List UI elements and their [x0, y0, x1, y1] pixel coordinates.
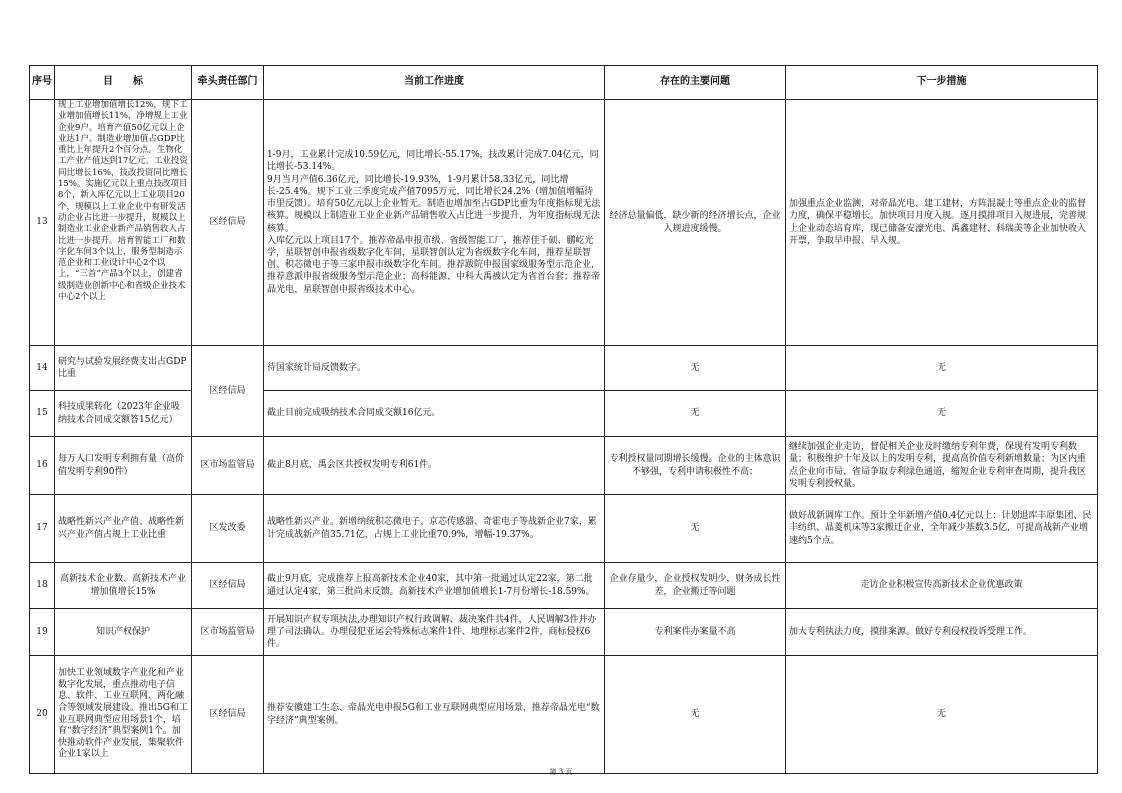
row-dept: 区经信局: [192, 656, 264, 774]
row-next: 无: [786, 346, 1098, 391]
table-row: [30, 609, 1098, 656]
row-progress: 1-9月，工业累计完成10.59亿元，同比增长-55.17%，技改累计完成7.04亿元，同比增长-53.14%。 9月当月产值6.36亿元，同比增长-19.93%，1-9月累计58.33亿元，同比增长-25.4%。规下工业三季度完成产值7095万元，同比增长24.2%（增加值增幅待市里反馈）。培育50亿元以上企业暂无。制造也增加至占GDP比重为年度指标现无法核算。规模以上制造业工业企业新产品销售收入占比进一步提升，为年度指标现无法核算。 入库亿元以上项目17个。推荐帝晶申报市级、省级智能工厂，推荐佳千硕、鹏屹光学，星联智创申报省级数字化车间，星联智创认定为省级数字化车间，推荐星联智创、积芯微电子等三家申报市级数字化车间。推荐跋院申报国家级服务型示范企业，推荐意派申报省级服务型示范企业；高科能源、中科大禹被认定为省首台套；推荐帝晶光电、星联智创申报省级技术中心。: [264, 100, 605, 346]
row-target: 高新技术企业数、高新技术产业增加值增长15%: [55, 563, 192, 609]
row-target: 科技成果转化（2023年企业吸纳技术合同成交额答15亿元）: [55, 391, 192, 437]
row-no: 20: [30, 656, 55, 774]
row-progress: 战略性新兴产业。新增纳统积芯微电子、京芯传感器、奇霍电子等战新企业7家，累计完成战新产值35.71亿，占规上工业比重70.9%，增幅-19.37%。: [264, 495, 605, 563]
row-no: 19: [30, 609, 55, 656]
col-header-next: 下一步措施: [786, 66, 1098, 100]
row-issues: 无: [605, 495, 786, 563]
row-issues: 无: [605, 656, 786, 774]
row-issues: 专利案件办案量不高: [605, 609, 786, 656]
page-number: 第 3 页: [549, 768, 573, 776]
row-dept: 区市场监管局: [192, 437, 264, 495]
row-no: 16: [30, 437, 55, 495]
col-header-dept: 牵头责任部门: [192, 66, 264, 100]
table-row: [30, 100, 1098, 346]
table-row: [30, 656, 1098, 774]
row-next: 加强重点企业监测，对帝晶光电、建工建材，方阵混凝土等重点企业的监督力度，确保平稳增长。加快项目月度入规。逐月摸排项目入规进展，完善规上企业动态培育库，现已储备安濠光电、禹鑫建材、科瑞美等企业加快收入开票，争取早申报、早入规。: [786, 100, 1098, 346]
row-target: 知识产权保护: [55, 609, 192, 656]
table-row: [30, 346, 1098, 391]
row-no: 18: [30, 563, 55, 609]
row-no: 17: [30, 495, 55, 563]
header-row: [30, 66, 1098, 100]
row-no: 15: [30, 391, 55, 437]
row-issues: 专利授权量同期增长缓慢。企业的主体意识不够强，专利申请积极性不高；: [605, 437, 786, 495]
row-no: 13: [30, 100, 55, 346]
table-row: [30, 391, 1098, 437]
row-progress: 待国家统计局反馈数字。: [264, 346, 605, 391]
row-target: 战略性新兴产业产值、战略性新兴产业产值占规上工业比重: [55, 495, 192, 563]
col-header-target: 目 标: [55, 66, 192, 100]
row-issues: 企业存量少，企业授权发明少，财务成长性差，企业搬迁等问题: [605, 563, 786, 609]
row-dept: 区经信局: [192, 563, 264, 609]
row-next: 继续加强企业走访，督促相关企业及时缴纳专利年费，保现有发明专利数量；积极维护十年及以上的发明专利，提高高价值专利新增数量；为区内重点企业向市局、省局争取专利绿色通道，缩短企业专利审查周期，提升我区发明专利授权量。: [786, 437, 1098, 495]
table-row: [30, 495, 1098, 563]
table-row: [30, 563, 1098, 609]
row-progress: 截止目前完成吸纳技术合同成交额16亿元。: [264, 391, 605, 437]
progress-table: [29, 65, 1098, 774]
row-next: 走访企业积极宣传高新技术企业优惠政策: [786, 563, 1098, 609]
row-issues: 无: [605, 391, 786, 437]
col-header-issues: 存在的主要问题: [605, 66, 786, 100]
row-dept: 区经信局: [192, 346, 264, 437]
row-target: 加快工业领域数字产业化和产业数字化发展，重点推动电子信息、软件、工业互联网、两化融合等领域发展建设。推出5G和工业互联网典型应用场景1个，培育“数字经济”典型案例1个。加快推动软件产业发展，集聚软件企业1家以上: [55, 656, 192, 774]
row-progress: 截止8月底，禹会区共授权发明专利61件。: [264, 437, 605, 495]
row-progress: 推荐安徽建工生态、帝晶光电申报5G和工业互联网典型应用场景，推荐帝晶光电“数字经济”典型案例。: [264, 656, 605, 774]
row-next: 做好战新调库工作。预计全年新增产值0.4亿元以上；计划退库丰原集团、民丰纺织、晶菱机床等3家搬迁企业，全年减少基数3.5亿，可提高战新产业增速约5个点。: [786, 495, 1098, 563]
table-row: [30, 437, 1098, 495]
col-header-progress: 当前工作进度: [264, 66, 605, 100]
row-next: 无: [786, 391, 1098, 437]
row-issues: 无: [605, 346, 786, 391]
row-dept: 区市场监管局: [192, 609, 264, 656]
row-progress: 截止9月底，完成推荐上报高新技术企业40家，其中第一批通过认定22家，第二批通过认定4家，第三批尚未反馈。高新技术产业增加值增长1-7月份增长-18.59%。: [264, 563, 605, 609]
row-dept: 区发改委: [192, 495, 264, 563]
row-next: 无: [786, 656, 1098, 774]
row-target: 规上工业增加值增长12%，规下工业增加值增长11%，净增规上工业企业9户。培育产值50亿元以上企业达1户。制造业增加值占GDP比重比上年提升2个百分点。生物化工产业产值达到17亿元。工业投资同比增长16%，技改投资同比增长15%。实施亿元以上重点技改项目8个，新入库亿元以上工业项目20个，规模以上工业企业中有研发活动企业占比进一步提升，规模以上制造业工业企业新产品销售收入占比进一步提升。培育智能工厂和数字化车间3个以上，服务型制造示范企业和工业设计中心2个以上，“三首”产品3个以上，创建省级制造业创新中心和省级企业技术中心2个以上: [55, 100, 192, 346]
row-target: 每万人口发明专利拥有量（高价值发明专利90件）: [55, 437, 192, 495]
row-issues: 经济总量偏低，缺少新的经济增长点，企业入规进度缓慢。: [605, 100, 786, 346]
row-target: 研究与试验发展经费支出占GDP比重: [55, 346, 192, 391]
row-dept: 区经信局: [192, 100, 264, 346]
col-header-no: 序号: [30, 66, 55, 100]
row-next: 加大专利执法力度，摸排案源。做好专利侵权投诉受理工作。: [786, 609, 1098, 656]
row-progress: 开展知识产权专项执法,办理知识产权行政调解、裁决案件共4件，人民调解3件并办理了司法确认。办理侵犯亚运会特殊标志案件1件、地理标志案件2件，商标侵权6件。: [264, 609, 605, 656]
row-no: 14: [30, 346, 55, 391]
